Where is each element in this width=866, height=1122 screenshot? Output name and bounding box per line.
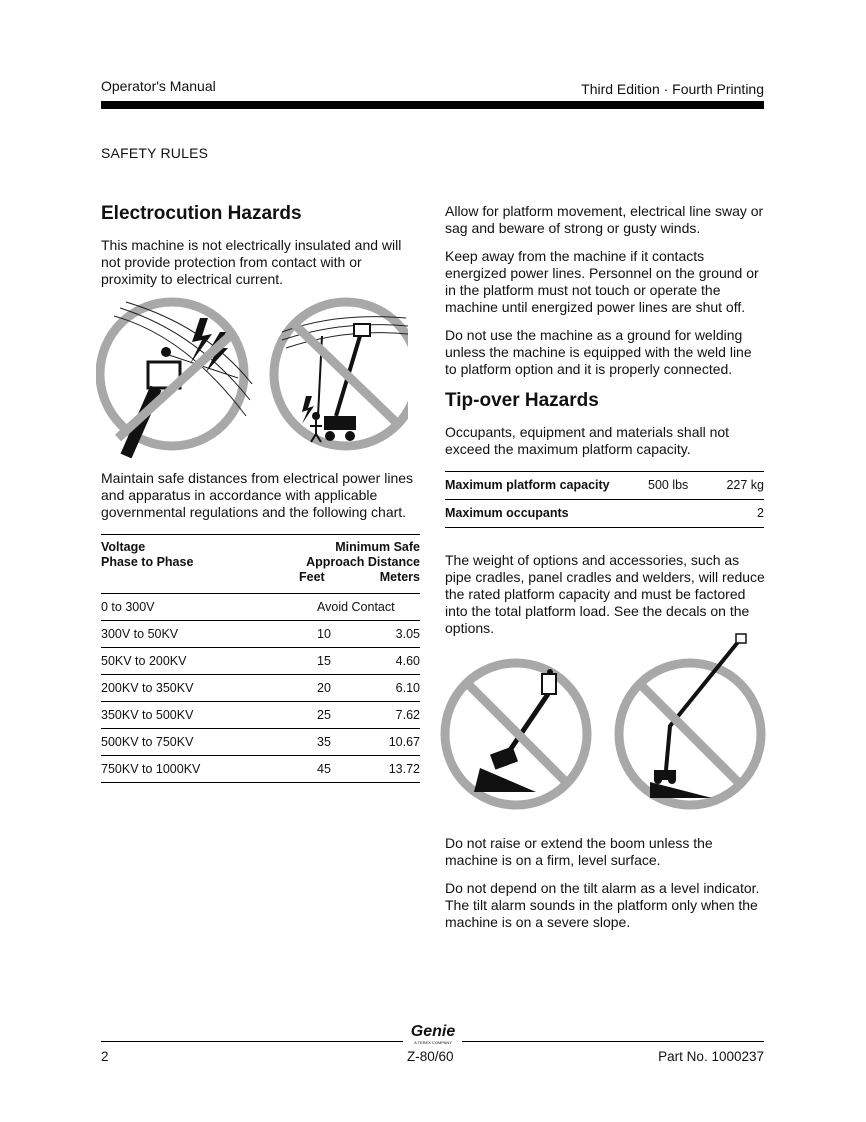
header-manual-title: Operator's Manual — [101, 78, 216, 94]
boom-overextend-icon — [619, 634, 761, 805]
table-row — [101, 756, 420, 783]
voltage-cell: 750KV to 1000KV — [101, 762, 201, 776]
meters-heading: Meters — [379, 570, 420, 584]
approach-distance-heading: Approach Distance — [306, 555, 420, 569]
page-number: 2 — [101, 1049, 109, 1064]
electrocution-heading: Electrocution Hazards — [101, 203, 302, 224]
genie-logo-text: Genie — [410, 1023, 456, 1040]
voltage-cell: 300V to 50KV — [101, 627, 179, 641]
footer-rule-right — [462, 1041, 764, 1042]
voltage-cell: 200KV to 350KV — [101, 681, 194, 695]
feet-cell: 20 — [317, 681, 331, 695]
table-row — [101, 648, 420, 675]
electrocution-illustrations — [96, 296, 408, 458]
voltage-distance-table — [101, 534, 420, 783]
feet-cell: 15 — [317, 654, 331, 668]
min-safe-heading: Minimum Safe — [335, 540, 420, 554]
table-row — [445, 500, 764, 528]
header-rule — [101, 101, 764, 109]
tilt-alarm-note: Do not depend on the tilt alarm as a level indicator. The tilt alarm sounds in the platform only when the machine is on a severe slope. — [445, 880, 760, 930]
table-row — [101, 729, 420, 756]
genie-logo-subtitle: A TEREX COMPANY — [414, 1040, 452, 1045]
feet-cell: 25 — [317, 708, 331, 722]
meters-cell: 4.60 — [395, 654, 420, 668]
part-number: Part No. 1000237 — [658, 1049, 764, 1064]
table-row — [101, 702, 420, 729]
energized-lines-note: Keep away from the machine if it contacts energized power lines. Personnel on the ground or in the platform must not touch or operate the machine until energized power lines are shut off. — [445, 248, 759, 315]
meters-cell: 3.05 — [395, 627, 420, 641]
voltage-table-header — [101, 534, 420, 594]
capacity-table — [445, 471, 764, 528]
model-number: Z-80/60 — [407, 1049, 454, 1064]
voltage-cell: 0 to 300V — [101, 600, 155, 614]
options-weight-note: The weight of options and accessories, such as pipe cradles, panel cradles and welders, will reduce the rated platform capacity and must be factored into the total platform load. See the decals on the options. — [445, 552, 765, 636]
genie-logo — [406, 1024, 460, 1045]
capacity-kg: 227 kg — [726, 478, 764, 492]
power-line-contact-icon — [100, 302, 252, 456]
occupants-label: Maximum occupants — [445, 506, 569, 520]
capacity-lbs: 500 lbs — [648, 478, 689, 492]
table-row — [101, 594, 420, 621]
voltage-cell: 500KV to 750KV — [101, 735, 194, 749]
ground-personnel-shock-icon — [274, 302, 408, 446]
welding-ground-note: Do not use the machine as a ground for welding unless the machine is equipped with the weld line to platform option and it is properly connected. — [445, 327, 752, 377]
meters-cell: 13.72 — [388, 762, 420, 776]
voltage-cell: 350KV to 500KV — [101, 708, 194, 722]
tipover-heading: Tip-over Hazards — [445, 390, 599, 411]
electrocution-intro: This machine is not electrically insulated and will not provide protection from contact with or proximity to electrical current. — [101, 237, 402, 287]
capacity-label: Maximum platform capacity — [445, 478, 610, 492]
slope-tipover-icon — [445, 663, 587, 805]
phase-col-heading: Phase to Phase — [101, 555, 194, 569]
firm-level-note: Do not raise or extend the boom unless the machine is on a firm, level surface. — [445, 835, 713, 868]
feet-cell: 10 — [317, 627, 331, 641]
meters-cell: 6.10 — [395, 681, 420, 695]
avoid-contact-cell: Avoid Contact — [317, 600, 395, 614]
table-row — [445, 471, 764, 500]
header-edition: Third Edition · Fourth Printing — [581, 81, 764, 97]
footer-rule-left — [101, 1041, 403, 1042]
meters-cell: 10.67 — [388, 735, 420, 749]
voltage-col-heading: Voltage — [101, 540, 146, 554]
platform-movement-note: Allow for platform movement, electrical line sway or sag and beware of strong or gusty winds. — [445, 203, 764, 236]
safe-distance-note: Maintain safe distances from electrical power lines and apparatus in accordance with applicable governmental regulations and the following chart. — [101, 470, 414, 520]
feet-cell: 45 — [317, 762, 331, 776]
feet-heading: Feet — [299, 570, 325, 584]
occupants-value: 2 — [757, 506, 764, 520]
tipover-intro: Occupants, equipment and materials shall not exceed the maximum platform capacity. — [445, 424, 730, 457]
meters-cell: 7.62 — [395, 708, 420, 722]
section-label: SAFETY RULES — [101, 145, 209, 161]
tipover-illustrations — [440, 630, 770, 812]
table-row — [101, 621, 420, 648]
voltage-cell: 50KV to 200KV — [101, 654, 187, 668]
feet-cell: 35 — [317, 735, 331, 749]
table-row — [101, 675, 420, 702]
